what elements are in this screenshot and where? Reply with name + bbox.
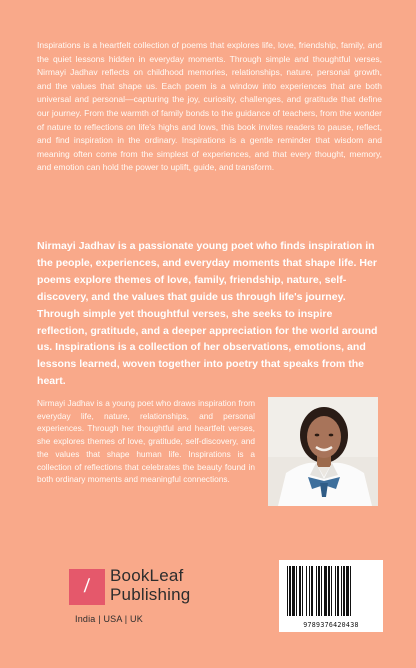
publisher-logo-icon [69,569,105,605]
author-bio: Nirmayi Jadhav is a young poet who draws inspiration from everyday life, nature, relationships, and personal experiences. Through her thoughtful and heartfelt verses, she explores themes of love, gratitude, self-discovery, and the values that shape human life. Inspirations is a collection of reflections that celebrates the beauty found in both ordinary moments and meaningful connections. [37,398,255,485]
publisher-name-text: BookLeaf Publishing [110,566,191,604]
barcode-bar [299,566,301,616]
barcode-bar [350,566,351,616]
barcode-bar [318,566,320,616]
barcode-bar [337,566,339,616]
about-author-bold: Nirmayi Jadhav is a passionate young poet who finds inspiration in the people, experiences, and everyday moments that shape life. Her poems explore themes of love, family, friendship, nature, self-discovery, and the values that guide us through life's journey. Through simple yet thoughtful verses, she seeks to inspire reflection, gratitude, and a deeper appreciation for the world around us. Inspirations is a collection of her observations, emotions, and lessons learned, woven together into poetry that speaks from the heart. [37,240,378,388]
barcode-bar [296,566,297,616]
barcode-bar [343,566,345,616]
barcode-bar [316,566,317,616]
isbn-barcode [279,560,383,632]
barcode-bar [306,566,307,616]
isbn-number: 9789376420438 [303,621,359,629]
publisher-regions: India | USA | UK [75,614,143,624]
barcode-bar [289,566,291,616]
barcode-bar [341,566,342,616]
barcode-bars [285,566,377,618]
barcode-bar [311,566,313,616]
back-cover-blurb: Inspirations is a heartfelt collection of poems that explores life, love, friendship, family, and the quiet lessons hidden in everyday moments. Through simple and thoughtful verses, Nirmayi Jadhav reflects on childhood memories, relationships, nature, personal growth, and the values that shape us. Each poem is a window into experiences that are both universal and personal—capturing the joy, curiosity, challenges, and gratitude that define our journey. From the warmth of family bonds to the guidance of teachers, from the wonder of nature to reflections on life's highs and lows, this book invites readers to pause, reflect, and find inspiration in the ordinary. Inspirations is a gentle reminder that wisdom and meaning often come from the simplest of experiences, and that every thought, memory, and emotion can hold the power to uplift, guide, and transform. [37,40,382,173]
author-portrait-illustration [268,397,378,506]
barcode-bar [335,566,336,616]
barcode-bar [302,566,303,616]
publisher-name [110,566,190,604]
barcode-bar [346,566,349,616]
author-photo [268,397,378,506]
barcode-bar [324,566,327,616]
barcode-bar [292,566,295,616]
barcode-bar [287,566,288,616]
barcode-bar [321,566,322,616]
logo-slash-mark: / [83,576,91,597]
barcode-bar [331,566,332,616]
barcode-bar [309,566,310,616]
barcode-bar [328,566,330,616]
